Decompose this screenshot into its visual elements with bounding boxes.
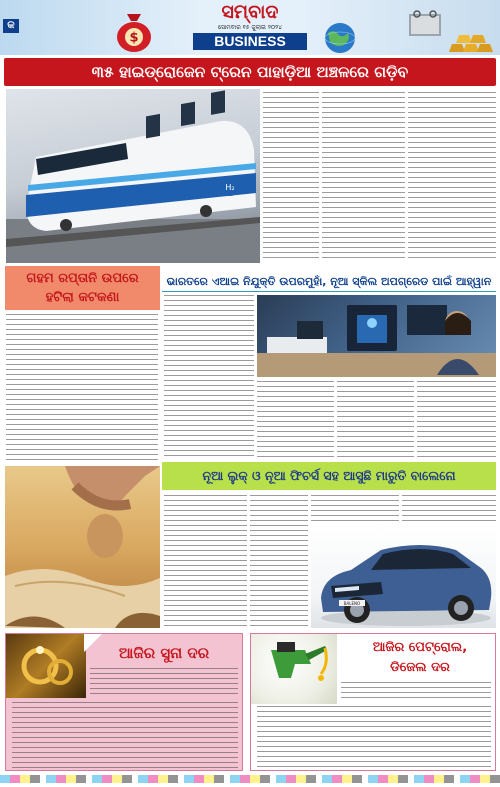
wheat-article-text — [6, 314, 158, 464]
page-letter: କ — [3, 19, 19, 33]
svg-text:$: $ — [129, 30, 139, 46]
ai-article-col4 — [417, 381, 496, 459]
wheat-headline-line1: ଗହମ ରପ୍ତାନି ଉପରେ — [26, 271, 139, 286]
main-headline: ୩୫ ହାଇଡ୍ରୋଜେନ ଟ୍ରେନ ପାହାଡ଼ିଆ ଅଞ୍ଚଳରେ ଗଡ଼ିବ — [91, 63, 409, 81]
fuel-headline-line1: ଆଜିର ପେଟ୍ରୋଲ, — [372, 640, 468, 655]
logo-text: ସମ୍ବାଦ — [221, 1, 279, 23]
ai-article-col1 — [164, 295, 254, 459]
fuel-photo — [251, 634, 337, 704]
fuel-rate-text-top — [341, 682, 491, 702]
globe-icon — [318, 20, 362, 54]
masthead — [0, 0, 500, 55]
ai-article-col2 — [257, 381, 334, 459]
wheat-headline-box — [5, 266, 160, 310]
money-bag-icon — [110, 6, 158, 54]
train-h2-text: H₂ — [225, 183, 235, 192]
gold-rate-text-bottom — [12, 702, 238, 768]
maruti-article-col3 — [311, 495, 399, 525]
gold-bars-icon — [448, 28, 498, 54]
gold-rate-headline: ଆଜିର ସୁନା ଦର — [118, 644, 210, 662]
baleno-photo — [311, 528, 496, 628]
train-brand-text: Stadler | Banner — [106, 188, 155, 195]
date-line: ସୋମବାର ୧୫ ଜୁଲାଇ ୨୦୨୪ — [217, 24, 282, 31]
gold-ring-photo — [6, 634, 86, 698]
fuel-rate-box — [250, 633, 496, 771]
maruti-headline: ନୂଆ ଲୁକ୍‌ ଓ ନୂଆ ଫିଚର୍ସ ସହ ଆସୁଛି ମାରୁତି ବାଲେନୋ — [202, 468, 456, 483]
wheat-photo — [5, 466, 160, 628]
train-photo — [6, 89, 260, 263]
gold-rate-box — [5, 633, 243, 771]
main-headline-bar — [4, 58, 496, 86]
ai-photo — [257, 295, 496, 377]
maruti-article-col1 — [164, 495, 247, 628]
train-article-col3 — [408, 92, 496, 260]
fuel-rate-text-bottom — [257, 706, 491, 768]
ai-headline: ଭାରତରେ ଏଆଇ ନିଯୁକ୍ତି ଉପରମୁହାଁ, ନୂଆ ସ୍କିଲ ଅପଗ୍ରେଡ ପାଇଁ ଆହ୍ୱାନ — [162, 272, 496, 292]
gold-rate-text-top — [90, 668, 238, 698]
baleno-badge-text: BALENO — [343, 601, 361, 606]
fuel-nozzle-icon — [251, 634, 337, 704]
ai-article-col3 — [337, 381, 414, 459]
train-article-col1 — [263, 92, 319, 260]
ring-binder-icon — [405, 8, 445, 38]
maruti-article-col2 — [250, 495, 308, 628]
train-article-col2 — [322, 92, 405, 260]
wheat-headline-line2: ହଟିଲା କଟକଣା — [45, 290, 120, 305]
section-title: BUSINESS — [193, 33, 307, 50]
fuel-headline-line2: ଡିଜେଲ ଦର — [390, 660, 450, 675]
maruti-article-col4 — [402, 495, 496, 525]
maruti-headline-bar — [162, 462, 496, 490]
print-color-strip — [0, 775, 500, 783]
